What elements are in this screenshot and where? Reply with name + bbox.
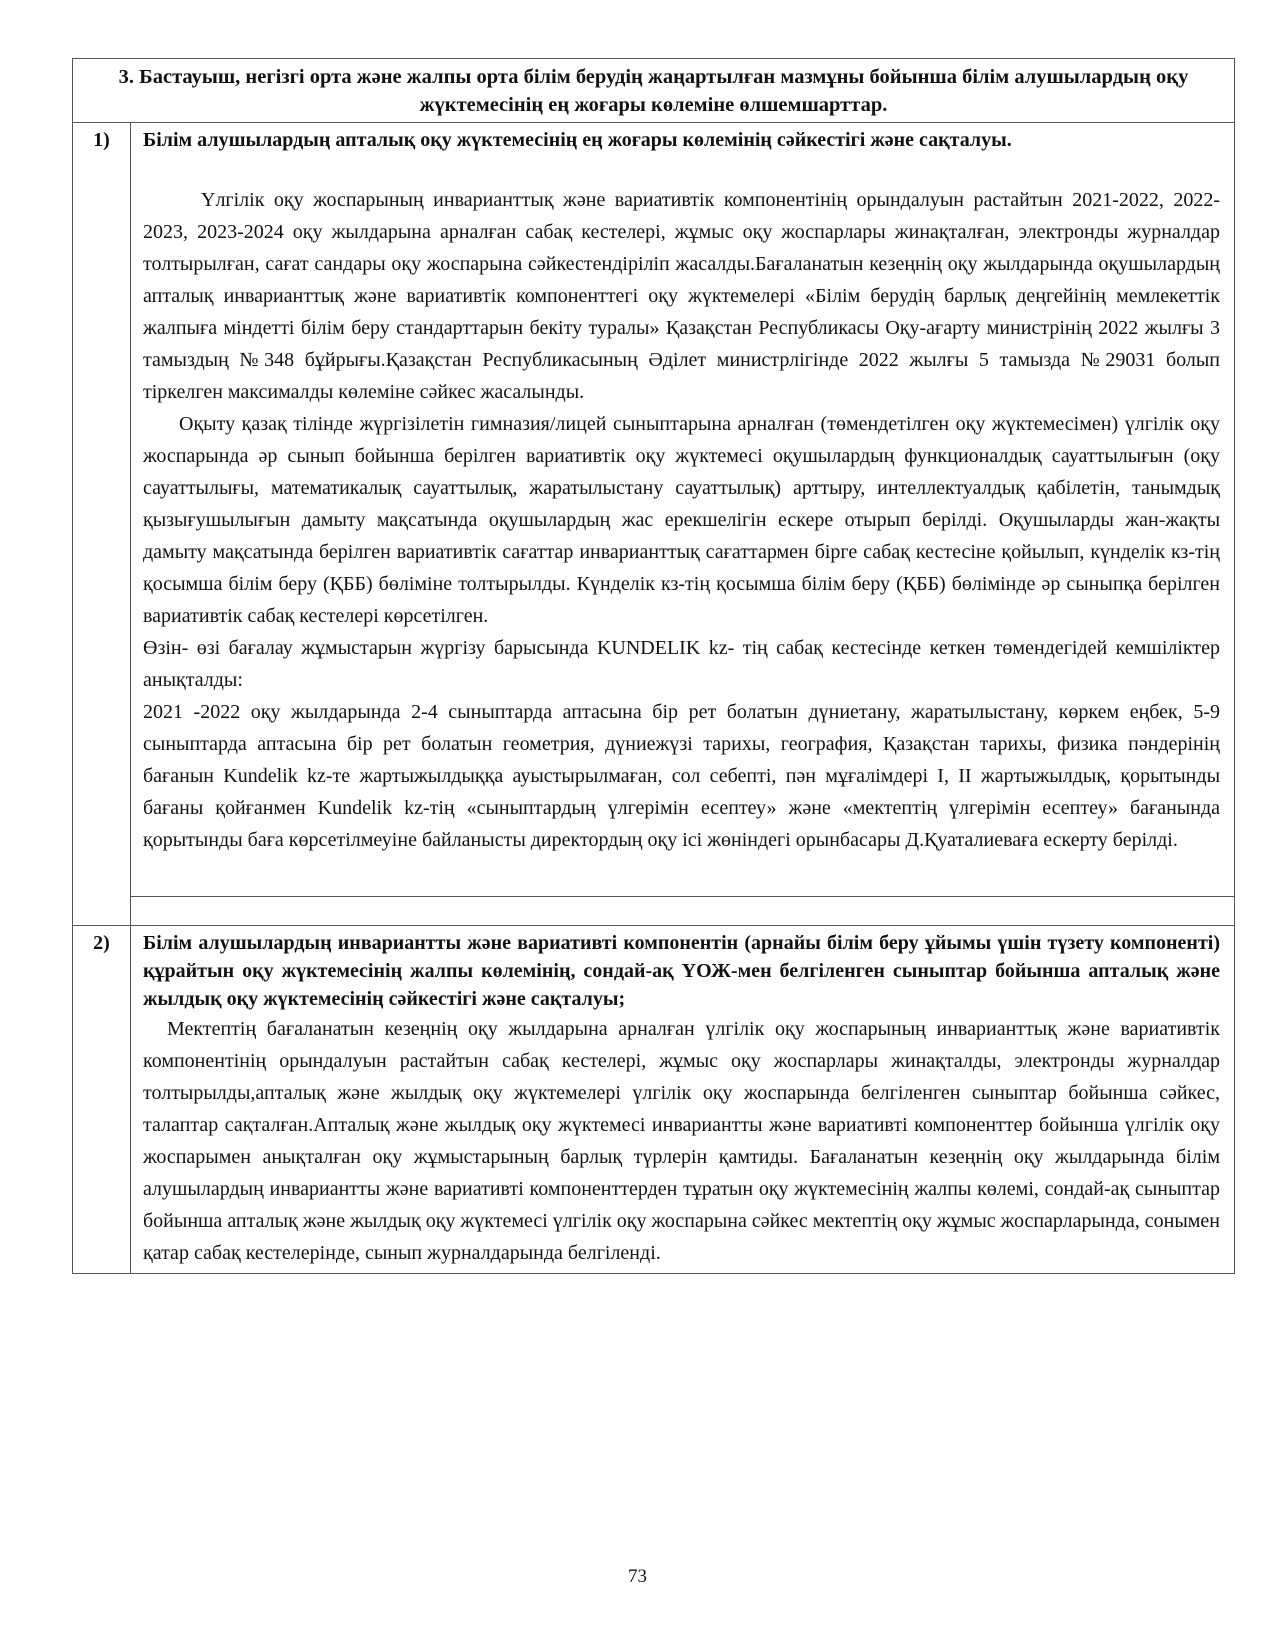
criterion-body [131,154,1234,896]
criterion-heading: Білім алушылардың инвариантты және вариативті компонентін (арнайы білім беру ұйымы үшін түзету компоненті) құрайтын оқу жүктемесінің жалпы көлемінің, сондай-ақ ҮОЖ-мен белгіленген сыныптар бойынша апталық және жылдық оқу жүктемесінің сәйкестігі және сақталуы; [143,932,1220,1010]
criterion-row-2 [73,926,1235,1274]
criterion-body [131,1013,1234,1273]
paragraph: Мектептің бағаланатын кезеңнің оқу жылдарына арналған үлгілік оқу жоспарының инварианттық және вариативтік компонентінің орындалуын растайтын сабақ кестелері, жұмыс оқу жоспарлары жинақталды, электронды журналдар толтырылды,апталық және жылдық оқу жүктемелері үлгілік оқу жоспарында белгіленген сыныптар бойынша сәйкес, талаптар сақталған.Апталық және жылдық оқу жүктемесі инвариантты және вариативті компоненттер бойынша үлгілік оқу жоспарымен анықталған оқу жұмыстарының барлық түрлерін қамтиды. Бағаланатын кезеңнің оқу жылдарында білім алушылардың инвариантты және вариативті компоненттерден тұратын оқу жүктемесінің жалпы көлемі, сондай-ақ сыныптар бойынша апталық және жылдық оқу жүктемесі үлгілік оқу жоспарына сәйкес мектептің оқу жұмыс жоспарларында, сонымен қатар сабақ кестелерінде, сынып журналдарында белгіленді. [143,1018,1220,1264]
criterion-number: 2) [73,926,131,1274]
criterion-number: 1) [73,123,131,926]
criterion-heading: Білім алушылардың апталық оқу жүктемесінің ең жоғары көлемінің сәйкестігі және сақталуы. [143,129,1012,151]
paragraph: Оқыту қазақ тілінде жүргізілетін гимназия/лицей сыныптарына арналған (төмендетілген оқу жүктемесімен) үлгілік оқу жоспарында әр сынып бойынша берілген вариативтік оқу жүктемесі оқушылардың функционалдық сауаттылығын (оқу сауаттылығы, математикалық сауаттылық, жаратылыстану сауаттылық) арттыру, интеллектуалдық қабілетін, танымдық қызығушылығын дамыту мақсатында оқушылардың жас ерекшелігін ескере отырып берілді. Оқушыларды жан-жақты дамыту мақсатында берілген вариативтік сағаттар инварианттық сағаттармен бірге сабақ кестесіне қойылып, күнделік кз-тің қосымша білім беру (ҚББ) бөліміне толтырылды. Күнделік кз-тің қосымша білім беру (ҚББ) бөлімінде әр сыныпқа берілген вариативтік сабақ кестелері көрсетілген. [143,413,1220,627]
criteria-table [72,58,1235,1274]
criterion-content [131,926,1235,1274]
page-number: 73 [628,1566,647,1587]
section-title: 3. Бастауыш, негізгі орта және жалпы орта білім берудің жаңартылған мазмұны бойынша білім алушылардың оқу жүктемесінің ең жоғары көлеміне өлшемшарттар. [73,59,1235,123]
paragraph: Үлгілік оқу жоспарының инварианттық және вариативтік компонентінің орындалуын растайтын 2021-2022, 2022-2023, 2023-2024 оқу жылдарына арналған сабақ кестелері, жұмыс оқу жоспарлары жинақталған, электронды журналдар толтырылған, сағат сандары оқу жоспарына сәйкестендіріліп жасалды.Бағаланатын кезеңнің оқу жылдарында оқушылардың апталық инварианттық және вариативтік компоненттегі оқу жүктемелері «Білім берудің барлық деңгейінің мемлекеттік жалпыға міндетті білім беру стандарттарын бекіту туралы» Қазақстан Республикасы Оқу-ағарту министрінің 2022 жылғы 3 тамыздың №348 бұйрығы.Қазақстан Республикасының Әділет министрлігінде 2022 жылғы 5 тамызда №29031 болып тіркелген максималды көлеміне сәйкес жасалынды. [143,189,1220,403]
criterion-content [131,123,1235,897]
section-header-row [73,59,1235,123]
paragraph: 2021 -2022 оқу жылдарында 2-4 сыныптарда аптасына бір рет болатын дүниетану, жаратылыстану, көркем еңбек, 5-9 сыныптарда аптасына бір рет болатын геометрия, дүниежүзі тарихы, география, Қазақстан тарихы, физика пәндерінің бағанын Kundelik kz-те жартыжылдыққа ауыстырылмаған, сол себепті, пән мұғалімдері I, II жартыжылдық, қорытынды бағаны қойғанмен Kundelik kz-тің «сыныптардың үлгерімін есептеу» және «мектептің үлгерімін есептеу» бағанында қорытынды баға көрсетілмеуіне байланысты директордың оқу ісі жөніндегі орынбасары Д.Қуаталиеваға ескерту берілді. [143,701,1220,851]
criterion-row-1 [73,123,1235,897]
blank-row [73,897,1235,926]
paragraph: Өзін- өзі бағалау жұмыстарын жүргізу барысында KUNDELIK kz- тің сабақ кестесінде кеткен төмендегідей кемшіліктер анықталды: [143,637,1220,691]
empty-cell [131,897,1235,926]
